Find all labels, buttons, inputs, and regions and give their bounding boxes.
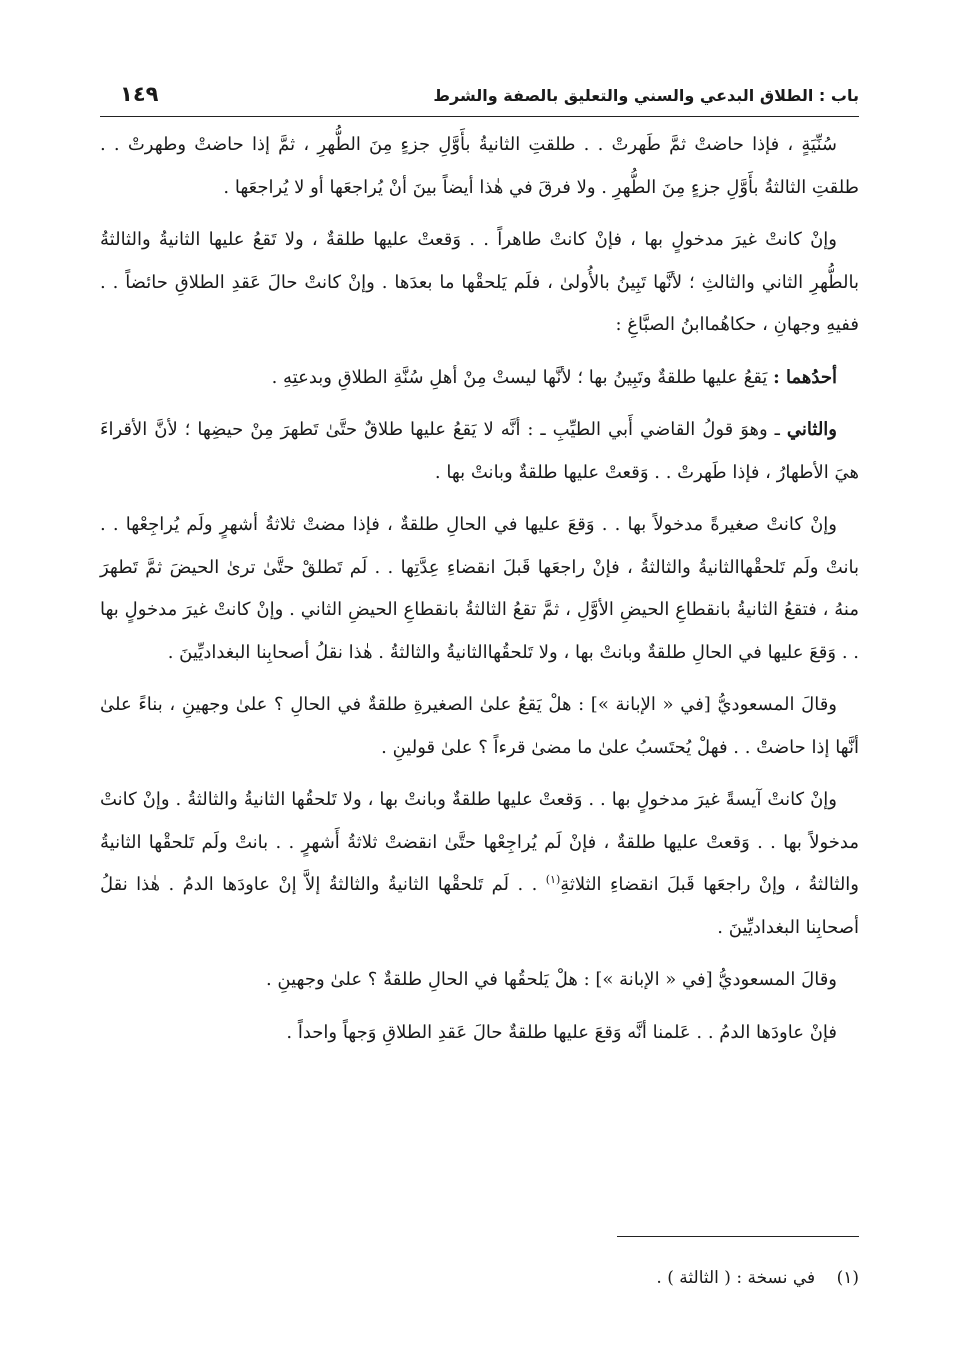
paragraph-text: يَقعُ عليها طلقةٌ وتَبِينُ بها ؛ لأنَّها ليستْ مِنْ أهلِ سُنَّةِ الطلاقِ وبدعتِهِ .: [271, 366, 768, 388]
paragraph-text: فإنْ عاودَها الدمُ . . عَلمنا أنَّه وَقعَ عليها طلقةٌ حالَ عَقدِ الطلاقِ وَجهاً واحداً .: [286, 1021, 837, 1043]
paragraph-text: وقالَ المسعوديُّ [في « الإبانة »] : هلْ يَلحقُها في الحالِ طلقةٌ ؟ علىٰ وجهينِ .: [265, 969, 837, 990]
paragraph: [100, 357, 859, 400]
header-divider: [100, 116, 859, 117]
page-number: ١٤٩: [120, 82, 159, 106]
paragraph: [100, 409, 859, 494]
paragraph-text: وقالَ المسعوديُّ [في « الإبانة »] : هلْ يَقعُ علىٰ الصغيرةِ طلقةٌ في الحالِ ؟ علىٰ وجهينِ ، بناءً علىٰ أنَّها إذا حاضتْ . . فهلْ يُحتَسبُ علىٰ ما مضىٰ قرءاً ؟ علىٰ قولينِ .: [100, 694, 859, 758]
paragraph-text: وإنْ كانتْ آيسةً غيرَ مدخولٍ بها . . وَقعتْ عليها طلقةٌ وبانتْ بها ، ولا تَلحقُها الثانيةُ والثالثةُ . وإنْ كانتْ مدخولاً بها . . وَقعتْ عليها طلقةٌ ، فإنْ لَم يُراجِعْها حتَّىٰ انقضتْ ثلاثةُ أَشهرٍ . . بانتْ ولَم تَلحقْها الثانيةُ والثالثةُ ، وإنْ راجعَها قَبلَ انقضاءِ الثلاثةِ: [100, 789, 860, 895]
footnote-number: (١): [836, 1268, 859, 1288]
paragraph: [100, 124, 859, 209]
main-text: [100, 124, 859, 1064]
running-title: باب : الطلاق البدعي والسني والتعليق بالصفة والشرط: [433, 86, 859, 105]
footnote-marker[interactable]: (١): [545, 873, 561, 886]
paragraph-text: وإنْ كانتْ غيرَ مدخولٍ بها ، فإنْ كانتْ طاهراً . . وَقعتْ عليها طلقةٌ ، ولا تَقعُ عليها الثانيةُ والثالثةُ بالطُّهرِ الثاني والثالثِ ؛ لأنَّها تَبِينُ بالأُولىٰ ، فلَم يَلحقْها ما بعدَها . وإنْ كانتْ حالَ عَقدِ الطلاقِ حائضاً . . ففيهِ وجهانِ ، حكاهُماابنُ الصبَّاغِ :: [100, 229, 859, 335]
paragraph: [100, 779, 859, 949]
paragraph-text: وإنْ كانتْ صغيرةً مدخولاً بها . . وَقعَ عليها في الحالِ طلقةٌ ، فإذا مضتْ ثلاثةُ أشهرٍ ولَم يُراجِعْها . . بانتْ ولَم تَلحقْهاالثانيةُ والثالثةُ ، فإنْ راجعَها قَبلَ انقضاءِ عِدَّتِها . . لَم تَطلقْ حتَّىٰ ترىٰ الحيضَ ثمَّ تَطهرَ منهُ ، فتقعُ الثانيةُ بانقطاعِ الحيضِ الأوَّلِ ، ثمَّ تقعُ الثالثةُ بانقطاعِ الحيضِ الثاني . وإنْ كانتْ غيرَ مدخولٍ بها . . وَقعَ عليها في الحالِ طلقةٌ وبانتْ بها ، ولا تَلحقُهاالثانيةُ والثالثةُ . هٰذا نقلُ أصحابِنا البغداديِّينَ .: [100, 514, 859, 663]
paragraph: [100, 1012, 859, 1055]
paragraph: [100, 504, 859, 674]
paragraph-text-continued: . . لَم تَلحقْها الثانيةُ والثالثةُ إلاَّ إنْ عاودَها الدمُ . هٰذا نقلُ أصحابِنا البغداديِّينَ .: [100, 874, 859, 938]
paragraph: [100, 959, 859, 1002]
page-header: [100, 82, 859, 116]
paragraph-text: ـ وهوَ قولُ القاضي أَبي الطيِّبِ ـ : أنَّه لا يَقعُ عليها طلاقٌ حتَّىٰ تَطهرَ مِنْ حيضِها ؛ لأنَّ الأقراءَ هيَ الأطهارُ ، فإذا طَهرتْ . . وَقعتْ عليها طلقةٌ وبانتْ بها .: [100, 419, 859, 483]
footnote: [100, 1268, 859, 1288]
paragraph-lead: والثاني: [786, 419, 837, 440]
footnote-text: في نسخة : ( الثالثة ) .: [656, 1268, 816, 1288]
footnote-divider: [617, 1236, 859, 1237]
paragraph: [100, 684, 859, 769]
paragraph-text: سُنِّيَةٍ ، فإذا حاضتْ ثمَّ طَهرتْ . . طلقتِ الثانيةُ بأَوَّلِ جزءٍ مِنَ الطُّهرِ ، ثمَّ إذا حاضتْ وطهرتْ . . طلقتِ الثالثةُ بأَوَّلِ جزءٍ مِنَ الطُّهرِ . ولا فرقَ في هٰذا أيضاً بينَ أنْ يُراجعَها أو لا يُراجعَها .: [100, 134, 859, 198]
paragraph: [100, 219, 859, 347]
paragraph-lead: أحدُهما :: [773, 366, 837, 388]
